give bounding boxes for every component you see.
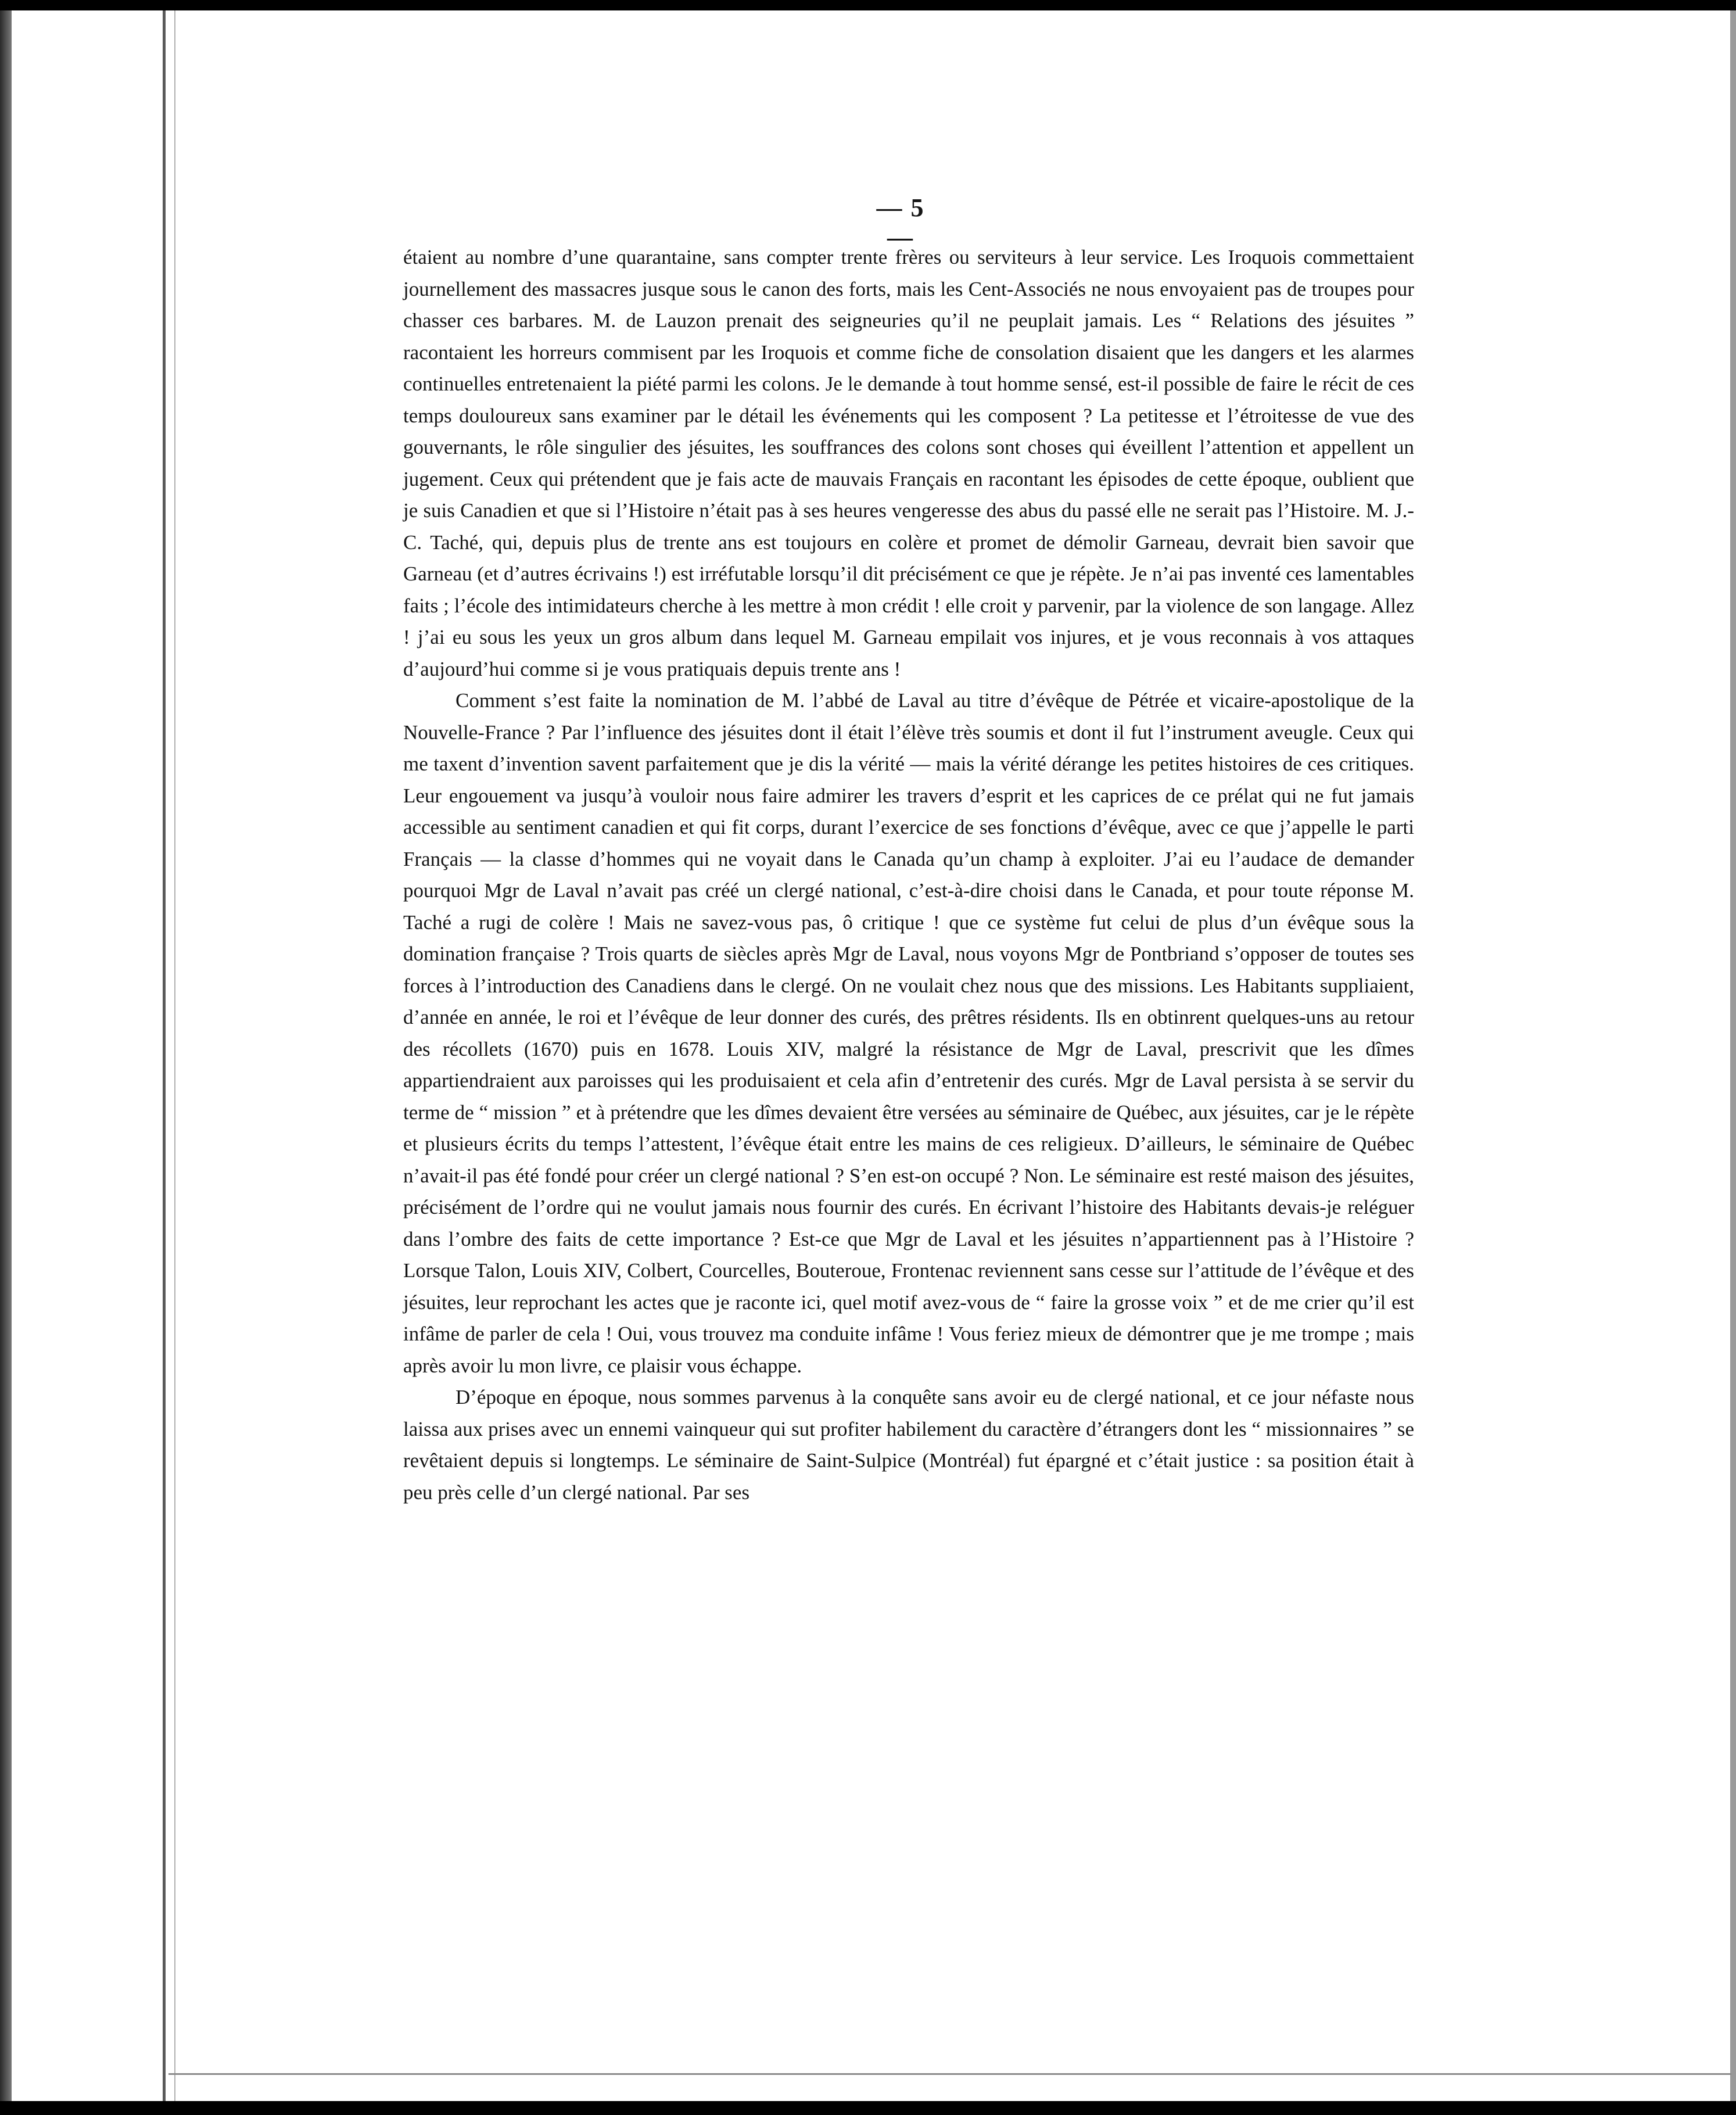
scan-top-border (0, 0, 1736, 10)
scan-right-edge (1730, 10, 1736, 2101)
scan-bottom-border (0, 2101, 1736, 2115)
page-number: — 5 — (876, 193, 925, 252)
body-text (403, 242, 1414, 1508)
scan-left-edge (0, 10, 12, 2101)
page-bottom-edge (168, 2073, 1731, 2075)
page-gutter-line (163, 10, 166, 2101)
paragraph: étaient au nombre d’une quarantaine, sans compter trente frères ou serviteurs à leur service. Les Iroquois commettaient journellement des massacres jusque sous le canon des forts, mais les Cent-Associés ne nous envoyaient pas de troupes pour chasser ces barbares. M. de Lauzon prenait des seigneuries qu’il ne peuplait jamais. Les “ Relations des jésuites ” racontaient les horreurs commisent par les Iroquois et comme fiche de consolation disaient que les dangers et les alarmes continuelles entretenaient la piété parmi les colons. Je le demande à tout homme sensé, est-il possible de faire le récit de ces temps douloureux sans examiner par le détail les événements qui les composent ? La petitesse et l’étroitesse de vue des gouvernants, le rôle singulier des jésuites, les souffrances des colons sont choses qui éveillent l’attention et appellent un jugement. Ceux qui prétendent que je fais acte de mauvais Français en racontant les épisodes de cette époque, oublient que je suis Canadien et que si l’Histoire n’était pas à ses heures vengeresse des abus du passé elle ne serait pas l’Histoire. M. J.-C. Taché, qui, depuis plus de trente ans est toujours en colère et promet de démolir Garneau, devrait bien savoir que Garneau (et d’autres écrivains !) est irréfutable lorsqu’il dit précisément ce que je répète. Je n’ai pas inventé ces lamentables faits ; l’école des intimidateurs cherche à les mettre à mon crédit ! elle croit y parvenir, par la violence de son langage. Allez ! j’ai eu sous les yeux un gros album dans lequel M. Garneau empilait vos injures, et je vous reconnais à vos attaques d’aujourd’hui comme si je vous pratiquais depuis trente ans ! (403, 246, 1414, 680)
page-gutter-line-inner (174, 10, 175, 2101)
paragraph: D’époque en époque, nous sommes parvenus à la conquête sans avoir eu de clergé national, et ce jour néfaste nous laissa aux prises avec un ennemi vainqueur qui sut profiter habilement du caractère d’étrangers dont les “ missionnaires ” se revêtaient depuis si longtemps. Le séminaire de Saint-Sulpice (Montréal) fut épargné et c’était justice : sa position était à peu près celle d’un clergé national. Par ses (403, 1386, 1414, 1504)
paragraph: Comment s’est faite la nomination de M. l’abbé de Laval au titre d’évêque de Pétrée et vicaire-apostolique de la Nouvelle-France ? Par l’influence des jésuites dont il était l’élève très soumis et dont il fut l’instrument aveugle. Ceux qui me taxent d’invention savent parfaitement que je dis la vérité — mais la vérité dérange les petites histoires de ces critiques. Leur engouement va jusqu’à vouloir nous faire admirer les travers d’esprit et les caprices de ce prélat qui ne fut jamais accessible au sentiment canadien et qui fit corps, durant l’exercice de ses fonctions d’évêque, avec ce que j’appelle le parti Français — la classe d’hommes qui ne voyait dans le Canada qu’un champ à exploiter. J’ai eu l’audace de demander pourquoi Mgr de Laval n’avait pas créé un clergé national, c’est-à-dire choisi dans le Canada, et pour toute réponse M. Taché a rugi de colère ! Mais ne savez-vous pas, ô critique ! que ce système fut celui de plus d’un évêque sous la domination française ? Trois quarts de siècles après Mgr de Laval, nous voyons Mgr de Pontbriand s’opposer de toutes ses forces à l’introduction des Canadiens dans le clergé. On ne voulait chez nous que des missions. Les Habitants suppliaient, d’année en année, le roi et l’évêque de leur donner des curés, des prêtres résidents. Ils en obtinrent quelques-uns au retour des récollets (1670) puis en 1678. Louis XIV, malgré la résistance de Mgr de Laval, prescrivit que les dîmes appartiendraient aux paroisses qui les produisaient et cela afin d’entretenir des curés. Mgr de Laval persista à se servir du terme de “ mission ” et à prétendre que les dîmes devaient être versées au séminaire de Québec, aux jésuites, car je le répète et plusieurs écrits du temps l’attestent, l’évêque était entre les mains de ces religieux. D’ailleurs, le séminaire de Québec n’avait-il pas été fondé pour créer un clergé national ? S’en est-on occupé ? Non. Le séminaire est resté maison des jésuites, précisément de l’ordre qui ne voulut jamais nous fournir des curés. En écrivant l’histoire des Habitants devais-je reléguer dans l’ombre des faits de cette importance ? Est-ce que Mgr de Laval et les jésuites n’appartiennent pas à l’Histoire ? Lorsque Talon, Louis XIV, Colbert, Courcelles, Bouteroue, Frontenac reviennent sans cesse sur l’attitude de l’évêque et des jésuites, leur reprochant les actes que je raconte ici, quel motif avez-vous de “ faire la grosse voix ” et de me crier qu’il est infâme de parler de cela ! Oui, vous trouvez ma conduite infâme ! Vous feriez mieux de démontrer que je me trompe ; mais après avoir lu mon livre, ce plaisir vous échappe. (403, 689, 1414, 1377)
